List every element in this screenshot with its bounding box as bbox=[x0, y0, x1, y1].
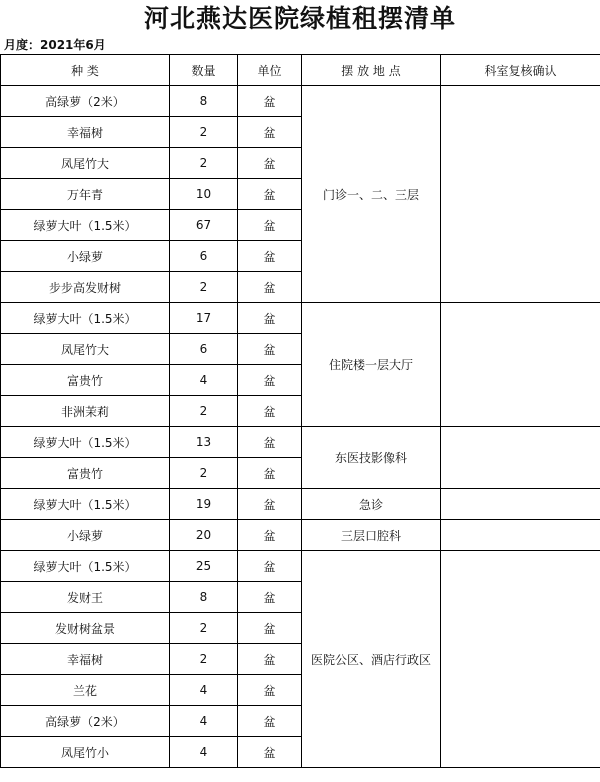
plant-type-cell: 凤尾竹小 bbox=[1, 737, 170, 768]
quantity-cell: 2 bbox=[170, 396, 238, 427]
confirm-cell[interactable] bbox=[441, 520, 600, 551]
location-cell: 住院楼一层大厅 bbox=[302, 303, 441, 427]
quantity-cell: 17 bbox=[170, 303, 238, 334]
quantity-cell: 8 bbox=[170, 582, 238, 613]
quantity-cell: 2 bbox=[170, 117, 238, 148]
header-qty: 数量 bbox=[170, 55, 238, 86]
location-cell: 东医技影像科 bbox=[302, 427, 441, 489]
sheet-title: 河北燕达医院绿植租摆清单 bbox=[143, 4, 456, 33]
unit-cell: 盆 bbox=[238, 458, 302, 489]
unit-cell: 盆 bbox=[238, 644, 302, 675]
confirm-cell[interactable] bbox=[441, 427, 600, 489]
table-body bbox=[1, 55, 600, 768]
unit-cell: 盆 bbox=[238, 396, 302, 427]
plant-type-cell: 绿萝大叶（1.5米） bbox=[1, 210, 170, 241]
plant-type-cell: 高绿萝（2米） bbox=[1, 86, 170, 117]
header-location: 摆 放 地 点 bbox=[302, 55, 441, 86]
plant-type-cell: 小绿萝 bbox=[1, 241, 170, 272]
header-unit: 单位 bbox=[238, 55, 302, 86]
quantity-cell: 25 bbox=[170, 551, 238, 582]
plant-rental-table bbox=[0, 54, 600, 768]
unit-cell: 盆 bbox=[238, 489, 302, 520]
plant-type-cell: 发财树盆景 bbox=[1, 613, 170, 644]
table-row bbox=[1, 520, 600, 551]
quantity-cell: 2 bbox=[170, 148, 238, 179]
table-row bbox=[1, 303, 600, 334]
unit-cell: 盆 bbox=[238, 675, 302, 706]
quantity-cell: 6 bbox=[170, 334, 238, 365]
unit-cell: 盆 bbox=[238, 179, 302, 210]
plant-type-cell: 万年青 bbox=[1, 179, 170, 210]
quantity-cell: 2 bbox=[170, 272, 238, 303]
confirm-cell[interactable] bbox=[441, 551, 600, 768]
quantity-cell: 4 bbox=[170, 365, 238, 396]
quantity-cell: 6 bbox=[170, 241, 238, 272]
unit-cell: 盆 bbox=[238, 613, 302, 644]
header-confirm: 科室复核确认 bbox=[441, 55, 600, 86]
location-cell: 急诊 bbox=[302, 489, 441, 520]
quantity-cell: 8 bbox=[170, 86, 238, 117]
quantity-cell: 4 bbox=[170, 737, 238, 768]
plant-type-cell: 小绿萝 bbox=[1, 520, 170, 551]
header-type: 种 类 bbox=[1, 55, 170, 86]
table-row bbox=[1, 489, 600, 520]
plant-type-cell: 非洲茉莉 bbox=[1, 396, 170, 427]
quantity-cell: 2 bbox=[170, 644, 238, 675]
quantity-cell: 20 bbox=[170, 520, 238, 551]
plant-type-cell: 步步高发财树 bbox=[1, 272, 170, 303]
plant-type-cell: 幸福树 bbox=[1, 644, 170, 675]
plant-type-cell: 凤尾竹大 bbox=[1, 148, 170, 179]
plant-type-cell: 富贵竹 bbox=[1, 458, 170, 489]
plant-type-cell: 富贵竹 bbox=[1, 365, 170, 396]
unit-cell: 盆 bbox=[238, 334, 302, 365]
unit-cell: 盆 bbox=[238, 737, 302, 768]
unit-cell: 盆 bbox=[238, 365, 302, 396]
quantity-cell: 67 bbox=[170, 210, 238, 241]
table-row bbox=[1, 551, 600, 582]
location-cell: 三层口腔科 bbox=[302, 520, 441, 551]
plant-type-cell: 绿萝大叶（1.5米） bbox=[1, 303, 170, 334]
unit-cell: 盆 bbox=[238, 427, 302, 458]
quantity-cell: 4 bbox=[170, 675, 238, 706]
unit-cell: 盆 bbox=[238, 303, 302, 334]
unit-cell: 盆 bbox=[238, 210, 302, 241]
quantity-cell: 13 bbox=[170, 427, 238, 458]
plant-type-cell: 发财王 bbox=[1, 582, 170, 613]
month-label: 月度：2021年6月 bbox=[4, 38, 106, 52]
plant-type-cell: 凤尾竹大 bbox=[1, 334, 170, 365]
quantity-cell: 4 bbox=[170, 706, 238, 737]
confirm-cell[interactable] bbox=[441, 303, 600, 427]
unit-cell: 盆 bbox=[238, 272, 302, 303]
table-row bbox=[1, 427, 600, 458]
unit-cell: 盆 bbox=[238, 148, 302, 179]
unit-cell: 盆 bbox=[238, 117, 302, 148]
plant-type-cell: 幸福树 bbox=[1, 117, 170, 148]
unit-cell: 盆 bbox=[238, 241, 302, 272]
quantity-cell: 2 bbox=[170, 458, 238, 489]
location-cell: 医院公区、酒店行政区 bbox=[302, 551, 441, 768]
location-cell: 门诊一、二、三层 bbox=[302, 86, 441, 303]
confirm-cell[interactable] bbox=[441, 86, 600, 303]
unit-cell: 盆 bbox=[238, 520, 302, 551]
plant-type-cell: 兰花 bbox=[1, 675, 170, 706]
plant-type-cell: 绿萝大叶（1.5米） bbox=[1, 551, 170, 582]
quantity-cell: 2 bbox=[170, 613, 238, 644]
confirm-cell[interactable] bbox=[441, 489, 600, 520]
table-row bbox=[1, 86, 600, 117]
unit-cell: 盆 bbox=[238, 86, 302, 117]
unit-cell: 盆 bbox=[238, 706, 302, 737]
unit-cell: 盆 bbox=[238, 551, 302, 582]
quantity-cell: 10 bbox=[170, 179, 238, 210]
quantity-cell: 19 bbox=[170, 489, 238, 520]
plant-type-cell: 高绿萝（2米） bbox=[1, 706, 170, 737]
plant-type-cell: 绿萝大叶（1.5米） bbox=[1, 427, 170, 458]
header-row bbox=[1, 55, 600, 86]
unit-cell: 盆 bbox=[238, 582, 302, 613]
plant-type-cell: 绿萝大叶（1.5米） bbox=[1, 489, 170, 520]
